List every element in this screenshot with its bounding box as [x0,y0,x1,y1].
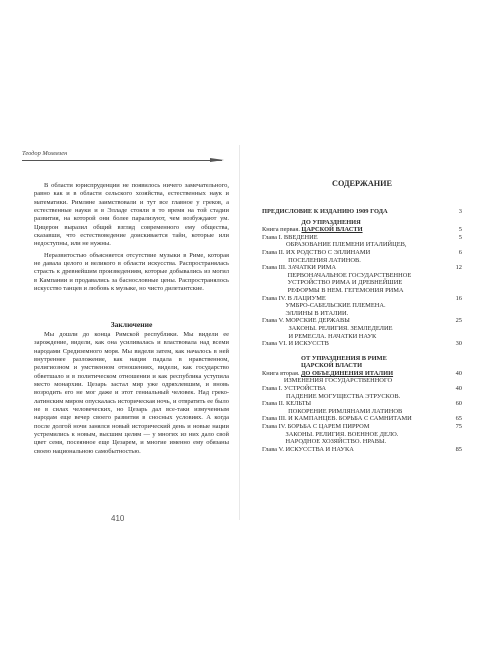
toc-chapter-title-line: ЭЛЛИНЫ В ИТАЛИИ. [285,309,349,317]
toc-part-title-line: ДО ОБЪЕДИНЕНИЯ ИТАЛИИ [301,369,394,377]
toc-page-number: 3 [458,208,462,215]
toc-chapter-title-line: ВВЕДЕНИЕ [283,233,318,241]
toc-chapter-title-line: ПЕРВОНАЧАЛЬНОЕ ГОСУДАРСТВЕННОЕ [287,271,412,279]
toc-chapter-title [288,257,446,272]
toc-chapter-label: Глава V. [262,317,284,325]
toc-chapter-title-line: НАРОДНОЕ ХОЗЯЙСТВО. НРАВЫ. [285,438,387,446]
toc-page-number: 16 [455,294,462,302]
toc-page-number: 5 [458,226,462,234]
toc-chapter-label: Глава III. [262,264,287,272]
conclusion-heading: Заключение [110,320,153,329]
toc-part-row [262,219,462,234]
toc-page-number: 6 [458,248,462,256]
left-lower-text [34,331,229,459]
toc-chapter-title [288,272,446,302]
toc-chapter-title-line: И РЕМЕСЛА. НАЧАТКИ НАУК [288,332,377,340]
paragraph: В области юриспруденции не появилось ничего замечательного, равно как и в области сельского хозяйства, естественных наук и математики. Римляне заимствовали и тут все главное у греков, а естественные науки и в Элладе стояли в то время на той стадии развития, на которой они более парализуют, чем возбуждают ум. Цицерон выразил общий взгляд современного ему общества, сказавши, что естествоведение доискивается тайн, которые или недоступны, или не нужны. [34,182,229,248]
toc-page-number: 40 [455,369,462,377]
toc-preface-row [262,208,462,216]
toc-preface-title: ПРЕДИСЛОВИЕ К ИЗДАНИЮ 1909 ГОДА [262,208,388,215]
toc-chapter-title [288,423,446,431]
toc-page-number: 40 [455,385,462,393]
toc-chapter-row [262,325,462,348]
toc-chapter-title-line: ЗАКОНЫ. РЕЛИГИЯ. ЗЕМЛЕДЕЛИЕ [288,324,393,332]
toc-chapter-label: Глава I. [262,233,283,241]
toc-chapter-title-line: И ИСКУССТВ [288,340,329,348]
toc-chapter-title-line: И КАМПАНЦЕВ. БОРЬБА С САМНИТАМИ [288,415,412,423]
toc-page-number: 65 [455,415,462,423]
toc-chapter-row [262,241,462,256]
toc-chapter-label: Глава IV. [262,423,287,431]
toc-part-title-line: ЦАРСКОЙ ВЛАСТИ [301,362,363,370]
page-gutter [239,145,240,520]
toc-chapter-title-line: ОБРАЗОВАНИЕ ПЛЕМЕНИ ИТАЛИЙЦЕВ, [285,241,407,249]
running-head-rule [22,160,222,161]
toc-chapter-title [286,241,446,256]
toc-chapter-row [262,423,462,431]
toc-chapter-row [262,377,462,392]
spacer [262,348,462,355]
paragraph: Неразвитостью объясняется отсутствие музыки в Риме, которая не давала целого и великого в области искусства. Распространялась страсть к древнейшим произведениям, которые добывались из могил в Кампании и продавались за баснословные цены. Распространялось искусство танцев и любовь к музыке, но чисто дилетантские. [34,251,229,293]
toc-page-number: 75 [455,423,462,431]
toc-chapter-label: Глава VI. [262,340,287,348]
toc-chapter-title-line: ПОКОРЕНИЕ РИМЛЯНАМИ ЛАТИНОВ [288,407,403,415]
toc-chapter-title [288,325,446,348]
toc-chapter-title-line: ПОСЕЛЕНИЯ ЛАТИНОВ. [288,256,361,264]
toc-page-number: 5 [458,233,462,241]
page-number: 410 [111,514,125,523]
toc-chapter-title [284,377,446,392]
toc-page-number: 25 [455,317,462,325]
toc-chapter-title-line: РЕФОРМЫ В НЕМ. ГЕГЕМОНИЯ РИМА [287,286,404,294]
toc-chapter-title-line: УМБРО-САБЕЛЬСКИЕ ПЛЕМЕНА. [285,302,386,310]
toc-part-label: Книга первая. [262,226,300,234]
toc-chapter-title-line: БОРЬБА С ЦАРЕМ ПИРРОМ [287,423,370,431]
toc-part-title [301,355,446,378]
toc-chapter-title-line: УСТРОЙСТВА [283,385,327,393]
toc-chapter-row [262,431,462,454]
toc-page-number: 30 [455,340,462,348]
toc-chapter-row [262,272,462,302]
toc-chapter-title [288,408,446,423]
toc-page-number: 12 [455,264,462,272]
toc-chapter-title [286,393,446,408]
toc-title: СОДЕРЖАНИЕ [332,179,392,188]
toc-chapter-row [262,302,462,325]
toc-chapter-title [286,302,447,325]
toc-chapter-title-line: В ЛАЦИУМЕ [287,294,326,302]
toc-chapter-label: Глава IV. [262,294,287,302]
toc-chapter-label: Глава II. [262,248,285,256]
toc-chapter-label: Глава I. [262,385,283,393]
toc-chapter-title-line: ИЗМЕНЕНИЯ ГОСУДАРСТВЕННОГО [283,377,393,385]
toc-part-row [262,355,462,378]
toc-chapter-title-line: КЕЛЬТЫ [285,400,312,408]
toc-chapter-title-line: ИХ РОДСТВО С ЭЛЛИНАМИ [285,248,371,256]
toc-chapter-title-line: УСТРОЙСТВО РИМА И ДРЕВНЕЙШИЕ [287,279,403,287]
toc-chapter-row [262,393,462,408]
toc-part-title-line: ОТ УПРАЗДНЕНИЯ В РИМЕ [301,354,387,362]
left-upper-text [34,182,229,296]
toc-chapter-title-line: ЗАЧАТКИ РИМА [288,264,336,272]
toc-chapter-title-line: ИСКУССТВА И НАУКА [285,445,354,453]
toc-chapter-title [286,431,447,454]
toc-chapter-title-line: ПАДЕНИЕ МОГУЩЕСТВА ЭТРУСКОВ. [285,392,401,400]
toc-part-title-line: ЦАРСКОЙ ВЛАСТИ [301,226,363,234]
toc-chapter-label: Глава II. [262,400,285,408]
toc-part-title-line: ДО УПРАЗДНЕНИЯ [301,218,361,226]
toc-chapter-label: Глава III. [262,415,287,423]
toc-part-label: Книга вторая. [262,369,300,377]
toc-chapter-row [262,257,462,272]
table-of-contents [262,208,462,453]
toc-chapter-title-line: ЗАКОНЫ. РЕЛИГИЯ. ВОЕННОЕ ДЕЛО. [285,430,399,438]
paragraph: Мы дошли до конца Римской республики. Мы видели ее зарождение, видели, как она усиливалась и властвовала над всеми народами Средиземного моря. Мы видели затем, как началось в ней внутреннее разложение, как нация падала в нравственном, религиозном и умственном отношениях, видели, как государство обветшало и в политическом отношении и как республика уступила место монархии. Цезарь застал мир уже одряхлевшим, и вновь возродить его не мог даже и этот гениальный человек. Над греко-латинским миром опускалась историческая ночь, и отвратить ее было не в силах человеческих, но Цезарь дал все-таки измученным народам еще вечер своего развития в сносных условиях. А когда после долгой ночи занялся новый исторический день и новые нации устремились к новым, высшим целям — у многих из них дало свой цвет семя, посеянное еще Цезарем, и многие именно ему обязаны своею национальною самобытностью. [34,331,229,455]
toc-part-title [301,219,446,234]
toc-chapter-label: Глава V. [262,445,284,453]
toc-chapter-row [262,408,462,423]
toc-page-number: 85 [455,445,462,453]
toc-page-number: 60 [455,400,462,408]
toc-chapter-title-line: МОРСКИЕ ДЕРЖАВЫ [285,317,350,325]
running-head: Теодор Моммзен [22,150,68,157]
